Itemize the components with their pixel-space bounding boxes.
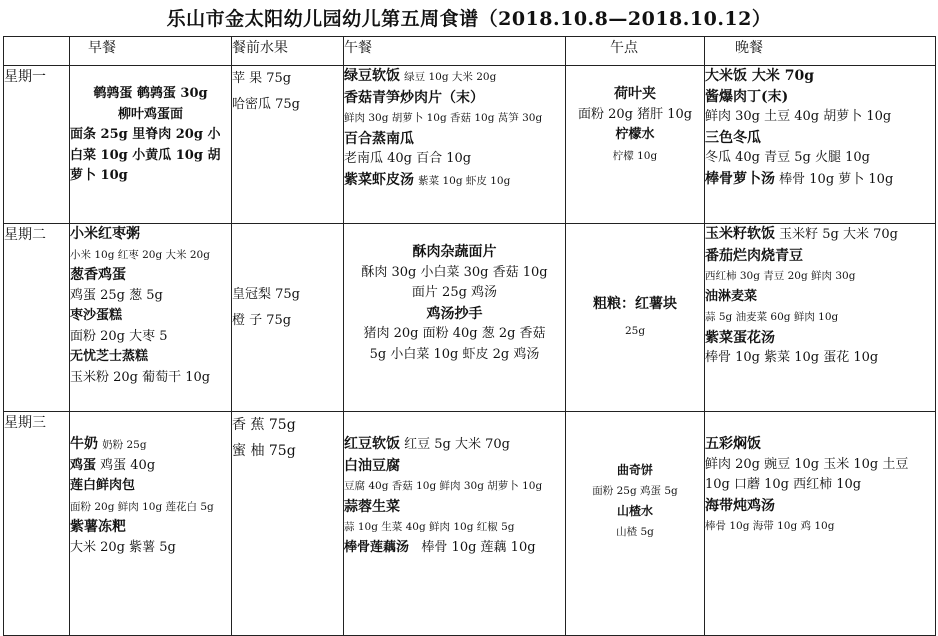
header-corner xyxy=(4,37,70,66)
menu-line: 面粉 25g 鸡蛋 5g xyxy=(592,484,678,497)
menu-line: 酱爆肉丁(末) xyxy=(705,88,789,105)
wed-lunch xyxy=(344,412,566,636)
menu-line: 鹌鹑蛋 鹌鹑蛋 30g xyxy=(93,86,208,101)
wed-breakfast xyxy=(70,412,232,636)
menu-line: 柠檬水 xyxy=(615,127,655,142)
dish-name: 紫菜虾皮汤 xyxy=(344,171,414,188)
dish-name: 棒骨萝卜汤 xyxy=(705,170,775,187)
dish-name: 香菇青笋炒肉片（末） xyxy=(344,89,484,106)
dish-detail: 奶粉 25g xyxy=(102,439,147,451)
menu-line: 大米 20g 紫薯 5g xyxy=(70,539,176,555)
menu-line: 酥肉杂蔬面片 xyxy=(412,244,497,260)
dish-name: 红豆软饭 xyxy=(344,436,400,452)
menu-line: 面片 25g 鸡汤 xyxy=(411,285,498,300)
menu-line: 葱香鸡蛋 xyxy=(70,267,126,283)
menu-line: 面粉 20g 鲜肉 10g 莲花白 5g xyxy=(70,500,214,513)
tue-breakfast xyxy=(70,224,232,412)
day-label: 星期三 xyxy=(4,412,70,636)
wed-snack xyxy=(566,412,705,636)
dish-detail: 红豆 5g 大米 70g xyxy=(404,437,510,452)
menu-line: 曲奇饼 xyxy=(616,463,653,477)
fruit-line: 苹 果 75g xyxy=(232,71,292,86)
dish-name: 鸡蛋 xyxy=(70,457,97,473)
mon-dinner xyxy=(705,66,936,224)
day-label: 星期二 xyxy=(4,224,70,412)
menu-line: 枣沙蛋糕 xyxy=(70,308,123,323)
tue-fruit xyxy=(232,224,344,412)
dish-detail: 紫菜 10g 虾皮 10g xyxy=(418,174,511,187)
menu-line: 三色冬瓜 xyxy=(705,129,761,146)
page-title: 乐山市金太阳幼儿园幼儿第五周食谱（2018.10.8—2018.10.12） xyxy=(166,8,772,30)
menu-line: 猪肉 20g 面粉 40g 葱 2g 香菇 xyxy=(363,326,546,341)
menu-table xyxy=(3,36,936,636)
menu-line: 鲜肉 30g 土豆 40g 胡萝卜 10g xyxy=(705,109,892,124)
menu-line: 玉米粉 20g 葡萄干 10g xyxy=(70,369,211,385)
header-row xyxy=(4,37,936,66)
dish-name: 玉米籽软饭 xyxy=(705,226,775,242)
menu-line: 面粉 20g 猪肝 10g xyxy=(577,106,693,122)
menu-line: 蒜 10g 生菜 40g 鲜肉 10g 红椒 5g xyxy=(344,521,515,533)
dish-detail: 绿豆 10g 大米 20g xyxy=(404,71,497,83)
dish-detail: 棒骨 10g 萝卜 10g xyxy=(779,171,894,187)
menu-line: 小米 10g 红枣 20g 大米 20g xyxy=(70,248,210,261)
menu-line: 无忧芝士蒸糕 xyxy=(70,349,149,364)
fruit-line: 蜜 柚 75g xyxy=(232,443,296,459)
menu-line: 棒骨 10g 海带 10g 鸡 10g xyxy=(705,520,835,532)
menu-line: 蒜 5g 油麦菜 60g 鲜肉 10g xyxy=(705,311,839,323)
menu-line: 小米红枣粥 xyxy=(70,226,140,242)
menu-line: 白油豆腐 xyxy=(344,457,400,474)
row-tuesday xyxy=(4,224,936,412)
mon-breakfast xyxy=(70,66,232,224)
wed-fruit xyxy=(232,412,344,636)
dish-detail: 棒骨 10g 莲藕 10g xyxy=(421,539,536,555)
menu-line: 紫菜蛋花汤 xyxy=(705,329,775,346)
menu-line: 柠檬 10g xyxy=(612,149,658,162)
menu-line: 莲白鲜肉包 xyxy=(70,478,136,493)
fruit-line: 橙 子 75g xyxy=(232,313,292,328)
menu-line: 面粉 20g 大枣 5 xyxy=(70,328,168,344)
dish-name: 绿豆软饭 xyxy=(344,68,400,84)
dish-detail: 玉米籽 5g 大米 70g xyxy=(779,227,898,242)
tue-snack xyxy=(566,224,705,412)
menu-line: 鸡汤抄手 xyxy=(426,305,483,322)
menu-line: 紫薯冻粑 xyxy=(70,519,126,535)
menu-line: 冬瓜 40g 青豆 5g 火腿 10g xyxy=(705,150,870,165)
dish-detail: 老南瓜 40g 百合 10g xyxy=(344,151,472,166)
menu-line: 豆腐 40g 香菇 10g 鲜肉 30g 胡萝卜 10g xyxy=(344,480,543,492)
menu-line: 柳叶鸡蛋面 xyxy=(117,106,183,122)
tue-lunch xyxy=(344,224,566,412)
header-lunch: 午餐 xyxy=(344,37,566,66)
menu-line: 荷叶夹 xyxy=(614,86,656,102)
menu-line: 番茄烂肉烧青豆 xyxy=(705,247,803,264)
dish-name: 棒骨莲藕汤 xyxy=(344,539,410,555)
header-fruit: 餐前水果 xyxy=(232,37,344,66)
mon-lunch xyxy=(344,66,566,224)
menu-line: 面条 25g 里脊肉 20g 小 xyxy=(70,127,221,142)
menu-line: 鸡蛋 25g 葱 5g xyxy=(70,287,163,303)
row-monday xyxy=(4,66,936,224)
menu-line: 酥肉 30g 小白菜 30g 香菇 10g xyxy=(361,264,548,280)
fruit-line: 香 蕉 75g xyxy=(232,417,296,433)
menu-line: 五彩焖饭 xyxy=(705,436,761,452)
mon-fruit xyxy=(232,66,344,224)
mon-snack xyxy=(566,66,705,224)
menu-line: 西红柿 30g 青豆 20g 鲜肉 30g xyxy=(705,270,856,282)
dish-detail: 鲜肉 30g 胡萝卜 10g 香菇 10g 莴笋 30g xyxy=(344,112,543,124)
fruit-line: 皇冠梨 75g xyxy=(232,287,300,302)
header-snack: 午点 xyxy=(566,37,705,66)
menu-line: 10g 口蘑 10g 西红柿 10g xyxy=(705,477,862,492)
menu-line: 大米饭 大米 70g xyxy=(705,68,815,84)
menu-line: 25g xyxy=(624,324,646,337)
header-dinner: 晚餐 xyxy=(705,37,936,66)
day-label: 星期一 xyxy=(4,66,70,224)
header-breakfast: 早餐 xyxy=(70,37,232,66)
menu-line: 山楂水 xyxy=(616,504,653,518)
dish-detail: 鸡蛋 40g xyxy=(100,457,156,473)
menu-line: 萝卜 10g xyxy=(70,168,128,183)
menu-line: 蒜蓉生菜 xyxy=(344,498,400,515)
menu-line: 白菜 10g 小黄瓜 10g 胡 xyxy=(70,147,221,163)
dish-name: 牛奶 xyxy=(70,436,98,452)
fruit-line: 哈密瓜 75g xyxy=(232,97,300,112)
menu-line: 海带炖鸡汤 xyxy=(705,497,775,514)
menu-line: 5g 小白菜 10g 虾皮 2g 鸡汤 xyxy=(369,346,540,362)
menu-line: 棒骨 10g 紫菜 10g 蛋花 10g xyxy=(705,350,879,365)
wed-dinner xyxy=(705,412,936,636)
dish-name: 百合蒸南瓜 xyxy=(344,130,414,147)
tue-dinner xyxy=(705,224,936,412)
menu-line: 油淋麦菜 xyxy=(705,288,758,304)
menu-line: 山楂 5g xyxy=(616,525,654,538)
menu-line: 粗粮：红薯块 xyxy=(593,296,677,312)
row-wednesday xyxy=(4,412,936,636)
menu-line: 鲜肉 20g 豌豆 10g 玉米 10g 土豆 xyxy=(705,456,909,472)
